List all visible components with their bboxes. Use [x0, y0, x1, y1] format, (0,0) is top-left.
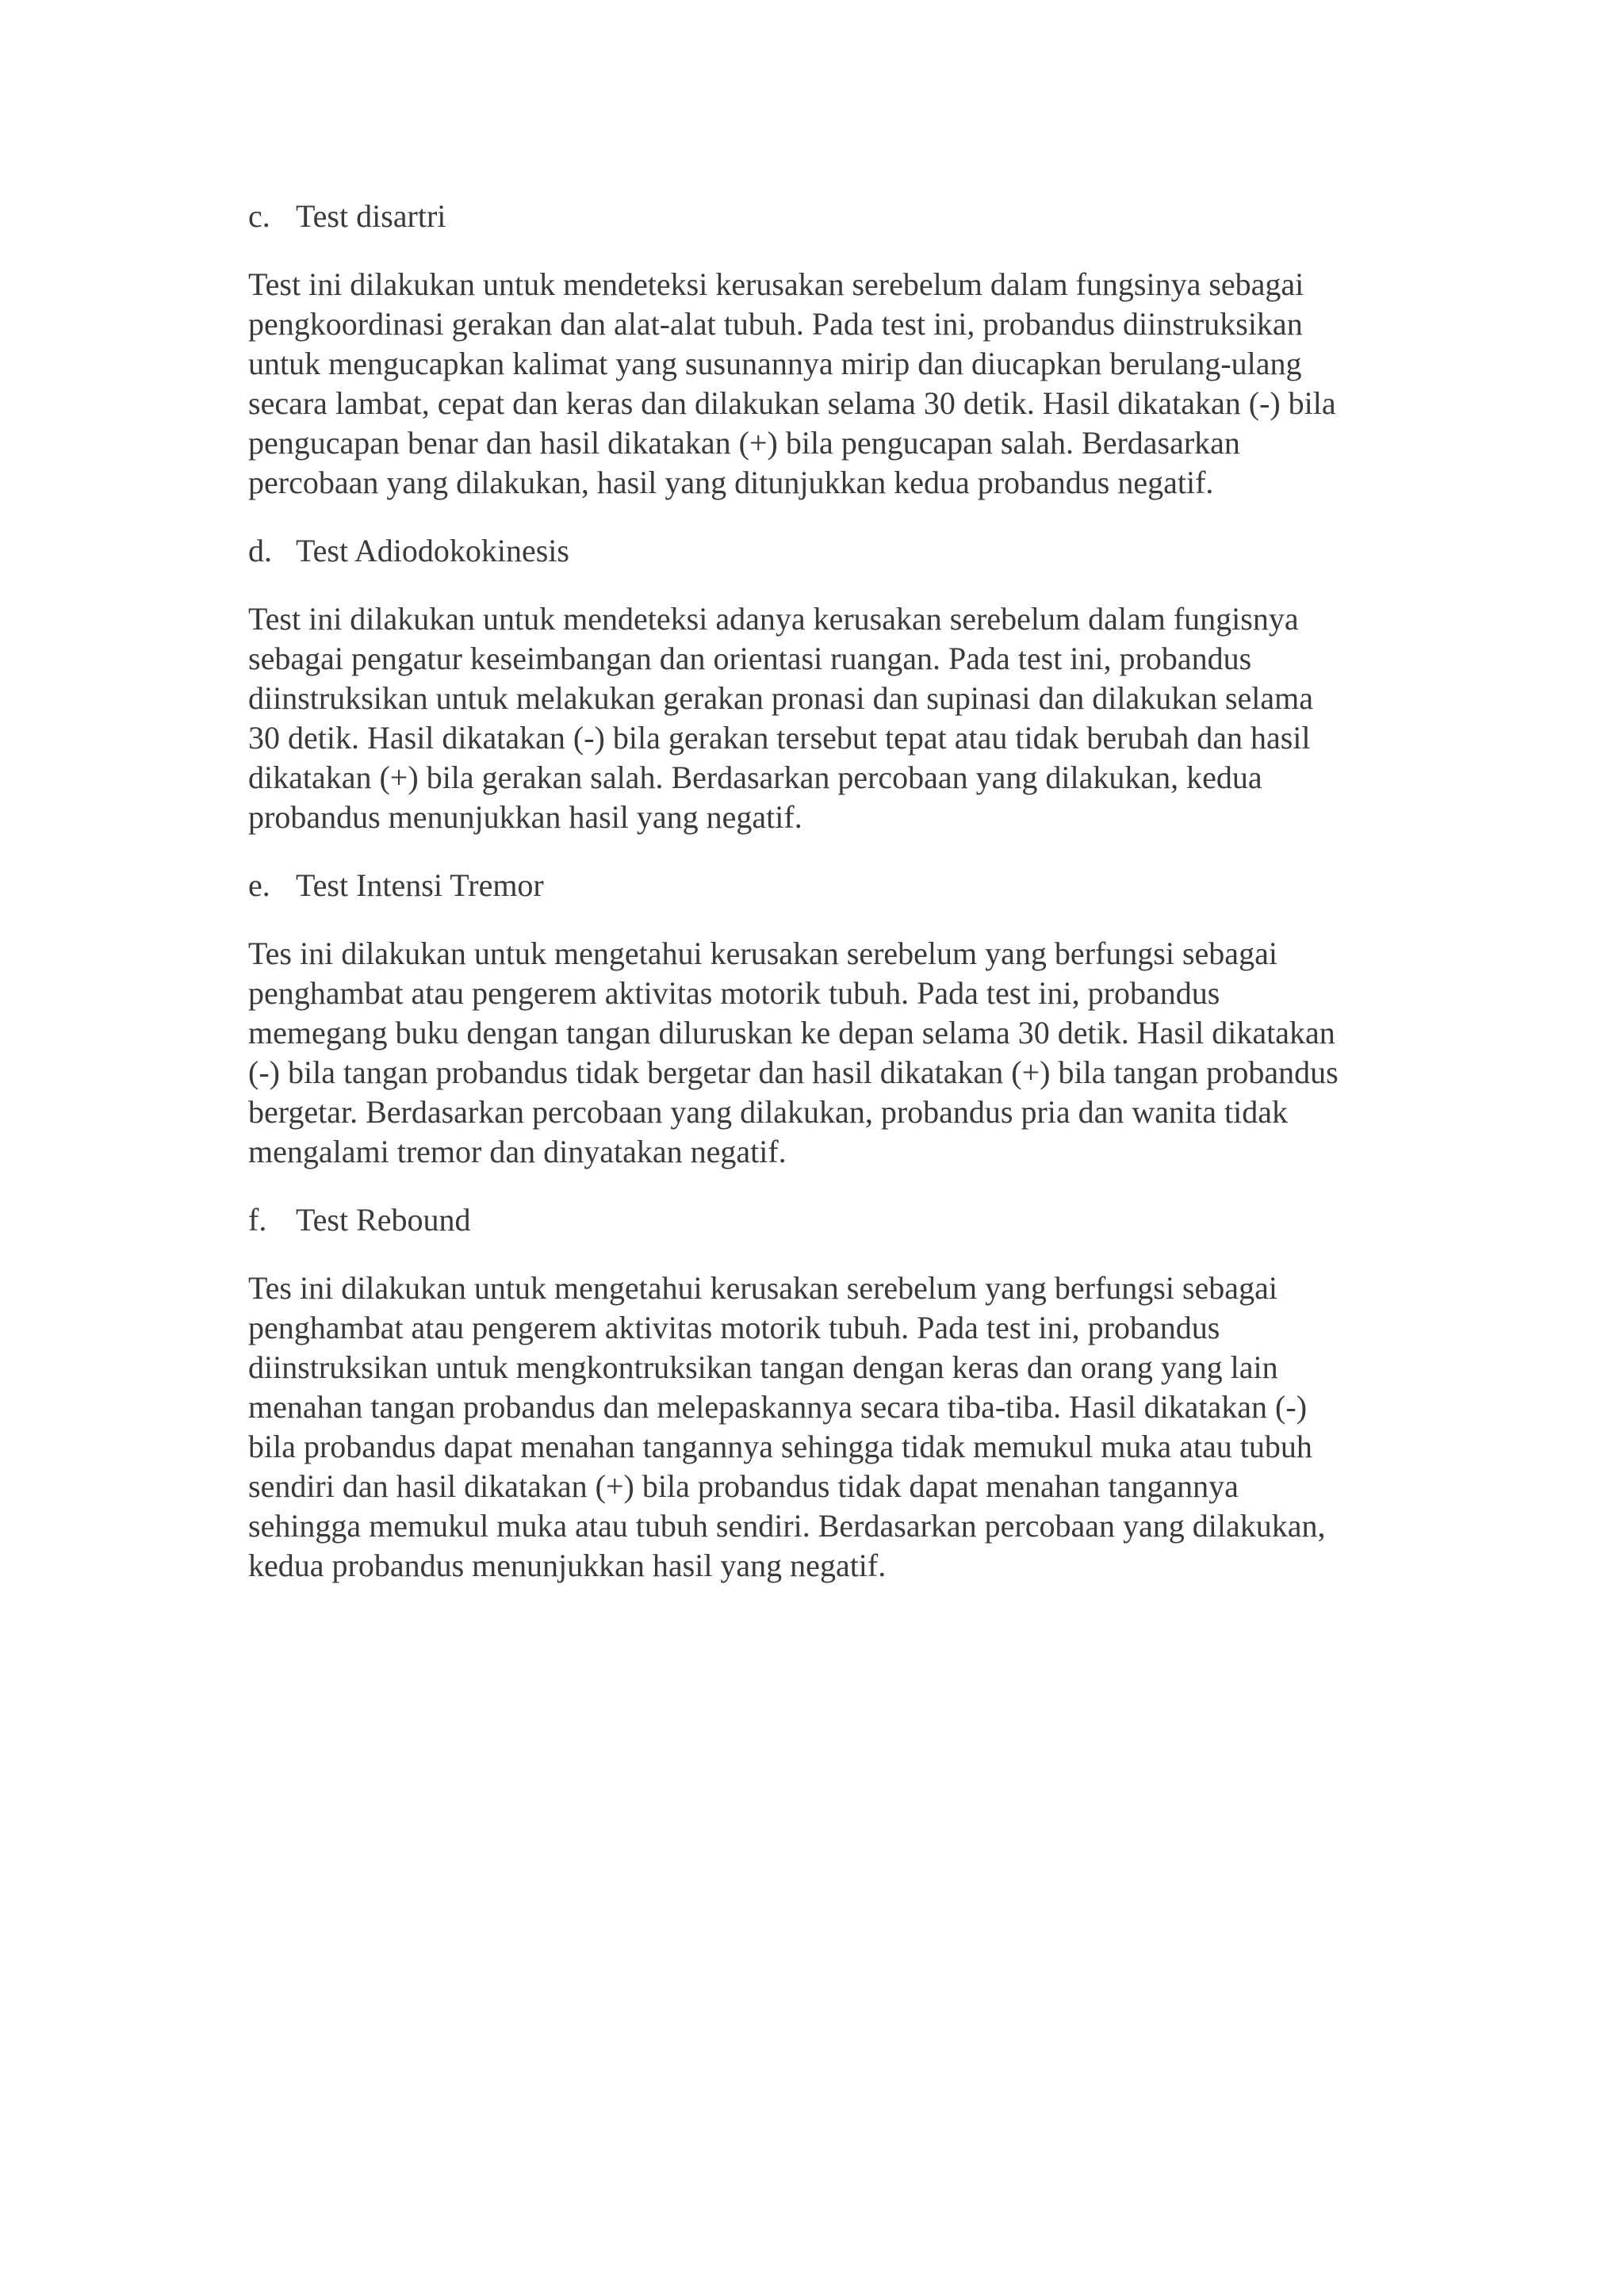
paragraph-line: kedua probandus menunjukkan hasil yang negatif. [248, 1548, 887, 1583]
section-test-adiodokokinesis [248, 531, 1382, 837]
section-title: Test Rebound [296, 1202, 471, 1238]
section-marker: e. [248, 867, 270, 903]
section-heading [248, 1200, 1382, 1240]
section-paragraph [248, 599, 1382, 837]
section-test-rebound [248, 1200, 1382, 1586]
section-paragraph [248, 934, 1382, 1172]
section-heading [248, 866, 1382, 905]
section-marker: d. [248, 533, 272, 568]
section-title: Test disartri [296, 198, 446, 234]
section-heading [248, 531, 1382, 571]
paragraph-line: untuk mengucapkan kalimat yang susunannya mirip dan diucapkan berulang-ulang [248, 346, 1302, 381]
section-test-disartri [248, 197, 1382, 503]
paragraph-line: dikatakan (+) bila gerakan salah. Berdasarkan percobaan yang dilakukan, kedua [248, 760, 1262, 795]
section-title: Test Intensi Tremor [296, 867, 544, 903]
section-paragraph [248, 1269, 1382, 1586]
paragraph-line: Test ini dilakukan untuk mendeteksi adanya kerusakan serebelum dalam fungisnya [248, 601, 1299, 637]
section-marker: f. [248, 1202, 267, 1238]
paragraph-line: pengkoordinasi gerakan dan alat-alat tubuh. Pada test ini, probandus diinstruksikan [248, 306, 1303, 342]
paragraph-line: probandus menunjukkan hasil yang negatif. [248, 799, 802, 835]
section-marker: c. [248, 198, 270, 234]
section-test-intensi-tremor [248, 866, 1382, 1172]
document-content [248, 197, 1382, 1614]
paragraph-line: Tes ini dilakukan untuk mengetahui kerusakan serebelum yang berfungsi sebagai [248, 936, 1277, 971]
paragraph-line: penghambat atau pengerem aktivitas motorik tubuh. Pada test ini, probandus [248, 975, 1220, 1011]
paragraph-line: percobaan yang dilakukan, hasil yang ditunjukkan kedua probandus negatif. [248, 465, 1214, 500]
paragraph-line: mengalami tremor dan dinyatakan negatif. [248, 1134, 787, 1169]
paragraph-line: memegang buku dengan tangan diluruskan ke depan selama 30 detik. Hasil dikatakan [248, 1015, 1335, 1050]
paragraph-line: penghambat atau pengerem aktivitas motorik tubuh. Pada test ini, probandus [248, 1310, 1220, 1345]
paragraph-line: Test ini dilakukan untuk mendeteksi kerusakan serebelum dalam fungsinya sebagai [248, 266, 1304, 302]
paragraph-line: sehingga memukul muka atau tubuh sendiri. Berdasarkan percobaan yang dilakukan, [248, 1508, 1326, 1544]
paragraph-line: diinstruksikan untuk mengkontruksikan tangan dengan keras dan orang yang lain [248, 1349, 1278, 1385]
paragraph-line: sendiri dan hasil dikatakan (+) bila probandus tidak dapat menahan tangannya [248, 1468, 1239, 1504]
paragraph-line: 30 detik. Hasil dikatakan (-) bila gerakan tersebut tepat atau tidak berubah dan hasil [248, 720, 1311, 756]
paragraph-line: diinstruksikan untuk melakukan gerakan pronasi dan supinasi dan dilakukan selama [248, 680, 1314, 716]
paragraph-line: menahan tangan probandus dan melepaskannya secara tiba-tiba. Hasil dikatakan (-) [248, 1389, 1308, 1425]
paragraph-line: (-) bila tangan probandus tidak bergetar dan hasil dikatakan (+) bila tangan probandus [248, 1054, 1339, 1090]
section-title: Test Adiodokokinesis [296, 533, 569, 568]
paragraph-line: sebagai pengatur keseimbangan dan orientasi ruangan. Pada test ini, probandus [248, 641, 1252, 676]
paragraph-line: secara lambat, cepat dan keras dan dilakukan selama 30 detik. Hasil dikatakan (-) bila [248, 385, 1336, 421]
paragraph-line: bergetar. Berdasarkan percobaan yang dilakukan, probandus pria dan wanita tidak [248, 1094, 1288, 1130]
paragraph-line: bila probandus dapat menahan tangannya sehingga tidak memukul muka atau tubuh [248, 1429, 1312, 1464]
section-heading [248, 197, 1382, 236]
section-paragraph [248, 265, 1382, 503]
paragraph-line: Tes ini dilakukan untuk mengetahui kerusakan serebelum yang berfungsi sebagai [248, 1270, 1277, 1306]
paragraph-line: pengucapan benar dan hasil dikatakan (+) bila pengucapan salah. Berdasarkan [248, 425, 1240, 461]
